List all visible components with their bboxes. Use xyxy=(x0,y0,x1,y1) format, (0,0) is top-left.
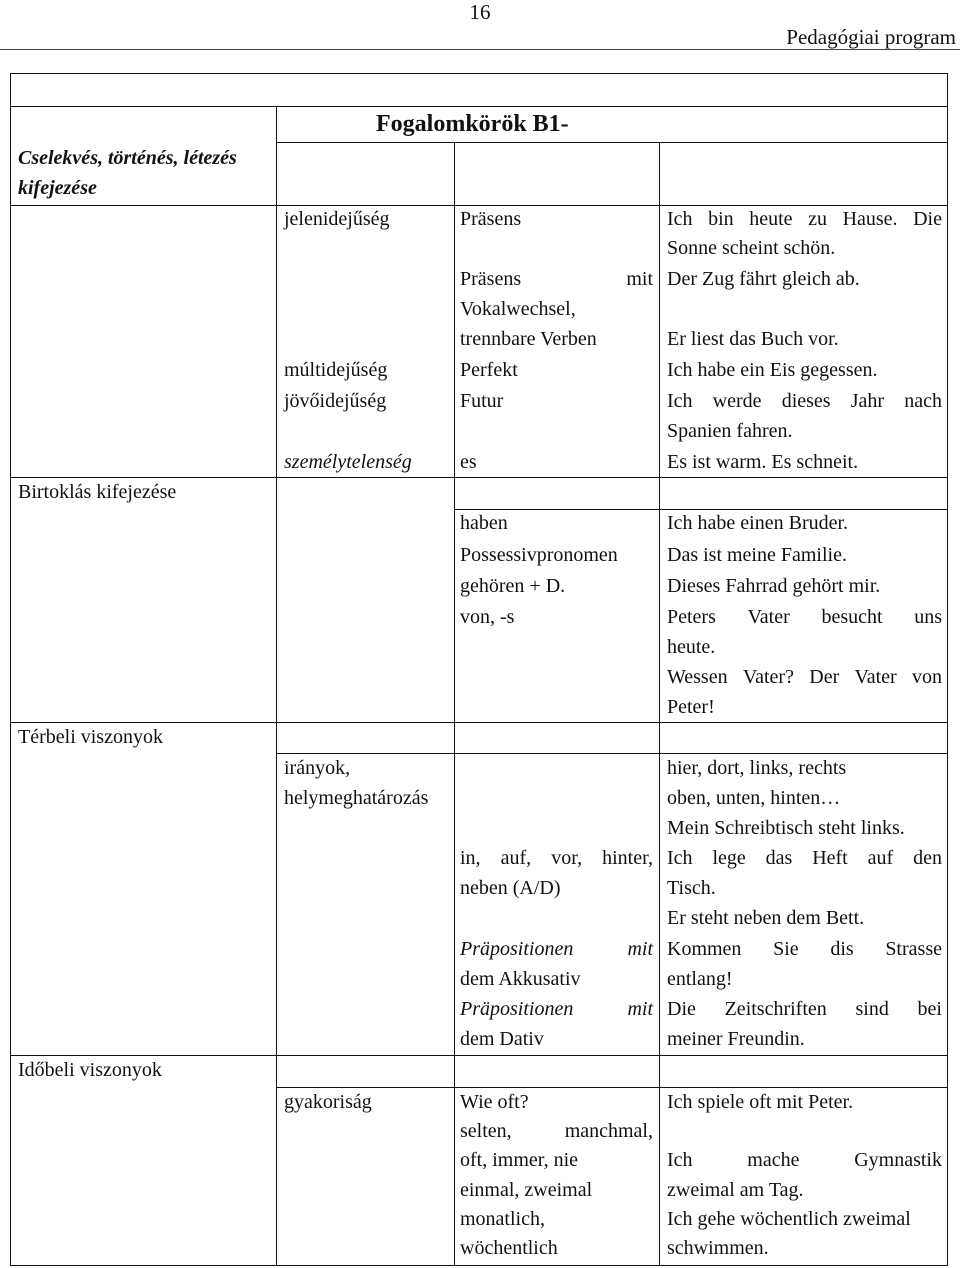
category-cselekves-cont: kifejezése xyxy=(18,177,97,199)
example-line: Peter! xyxy=(667,696,715,718)
example-line: Sonne scheint schön. xyxy=(667,237,836,259)
word: auf xyxy=(867,847,894,869)
example-line: meiner Freundin. xyxy=(667,1028,805,1050)
word: Jahr xyxy=(850,390,885,412)
form-line: neben (A/D) xyxy=(460,877,561,899)
word: sind xyxy=(855,998,889,1020)
form-possessivpronomen: Possessivpronomen xyxy=(460,544,618,566)
example-line xyxy=(667,843,942,873)
word: bei xyxy=(917,998,942,1020)
word: Heft xyxy=(812,847,848,869)
form-line: dem Dativ xyxy=(460,1028,544,1050)
page-header: Pedagógiai program xyxy=(786,25,956,49)
word: Der xyxy=(809,666,840,688)
table-title: Fogalomkörök B1- xyxy=(376,111,569,137)
word: hinter, xyxy=(602,847,653,869)
example-line: Er steht neben dem Bett. xyxy=(667,907,865,929)
row-divider xyxy=(10,106,948,107)
header-rule xyxy=(0,49,960,50)
word: Gymnastik xyxy=(854,1149,942,1171)
page-number: 16 xyxy=(469,0,491,24)
row-divider xyxy=(276,142,948,143)
word: Ich xyxy=(667,1149,693,1171)
example-line xyxy=(667,386,942,416)
form-perfekt: Perfekt xyxy=(460,359,518,381)
form-futur: Futur xyxy=(460,390,504,412)
word: das xyxy=(765,847,793,869)
example-line: Ich habe einen Bruder. xyxy=(667,512,849,534)
example-line: Das ist meine Familie. xyxy=(667,544,847,566)
example-line: Ich gehe wöchentlich zweimal xyxy=(667,1208,911,1230)
form-gehoren: gehören + D. xyxy=(460,575,566,597)
form-line: wöchentlich xyxy=(460,1237,558,1259)
concept-multidejuseg: múltidejűség xyxy=(284,359,388,381)
word: besucht xyxy=(821,606,883,628)
word: Präpositionen xyxy=(460,998,574,1020)
example-line: heute. xyxy=(667,636,716,658)
form-haben: haben xyxy=(460,512,508,534)
word: dieses xyxy=(781,390,831,412)
form-line: Vokalwechsel, xyxy=(460,298,576,320)
example-line: Dieses Fahrrad gehört mir. xyxy=(667,575,881,597)
category-birtoklas: Birtoklás kifejezése xyxy=(18,481,177,503)
word: den xyxy=(913,847,942,869)
form-line xyxy=(460,1116,653,1146)
concept-iranyok: irányok, xyxy=(284,757,351,779)
word: mit xyxy=(627,998,653,1020)
example-line xyxy=(667,994,942,1024)
form-prasens: Präsens xyxy=(460,208,522,230)
word: Präsens xyxy=(460,268,522,290)
example-line: oben, unten, hinten… xyxy=(667,787,841,809)
form-line xyxy=(460,264,653,294)
form-line: trennbare Verben xyxy=(460,328,597,350)
word: Hause. xyxy=(842,208,898,230)
example-line xyxy=(667,662,942,692)
column-divider xyxy=(454,142,455,1266)
form-line: einmal, zweimal xyxy=(460,1179,593,1201)
word: Peters xyxy=(667,606,716,628)
form-line xyxy=(460,994,653,1024)
word: Kommen xyxy=(667,938,742,960)
example-line xyxy=(667,602,942,632)
example-line xyxy=(667,934,942,964)
form-line xyxy=(460,843,653,873)
form-line: monatlich, xyxy=(460,1208,545,1230)
word: Ich xyxy=(667,208,693,230)
word: auf, xyxy=(500,847,532,869)
concept-jelenidejuseg: jelenidejűség xyxy=(284,208,390,230)
form-line: oft, immer, nie xyxy=(460,1149,579,1171)
example-line: Er liest das Buch vor. xyxy=(667,328,839,350)
example-line: Tisch. xyxy=(667,877,716,899)
concept-gyakorisag: gyakoriság xyxy=(284,1091,372,1113)
word: Ich xyxy=(667,847,693,869)
word: Sie xyxy=(773,938,799,960)
word: uns xyxy=(914,606,942,628)
example-line: Mein Schreibtisch steht links. xyxy=(667,817,905,839)
word: Präpositionen xyxy=(460,938,574,960)
example-line: schwimmen. xyxy=(667,1237,769,1259)
form-line xyxy=(460,934,653,964)
word: Wessen xyxy=(667,666,728,688)
word: mache xyxy=(747,1149,800,1171)
word: Die xyxy=(913,208,942,230)
concept-szemelytelenseg: személytelenség xyxy=(284,451,412,473)
word: Vater xyxy=(747,606,790,628)
word: selten, xyxy=(460,1120,512,1142)
word: Ich xyxy=(667,390,693,412)
word: Zeitschriften xyxy=(724,998,827,1020)
category-cselekves: Cselekvés, történés, létezés xyxy=(18,147,237,169)
example-line: Spanien fahren. xyxy=(667,420,793,442)
example-line: Ich spiele oft mit Peter. xyxy=(667,1091,854,1113)
word: heute xyxy=(749,208,793,230)
example-line xyxy=(667,204,942,234)
word: lege xyxy=(712,847,746,869)
form-es: es xyxy=(460,451,477,473)
row-divider xyxy=(276,753,948,754)
column-divider xyxy=(276,106,277,1266)
word: Vater xyxy=(854,666,897,688)
word: vor, xyxy=(551,847,583,869)
example-line: zweimal am Tag. xyxy=(667,1179,804,1201)
word: Strasse xyxy=(885,938,942,960)
form-line: Wie oft? xyxy=(460,1091,529,1113)
word: mit xyxy=(626,268,653,290)
example-line: hier, dort, links, rechts xyxy=(667,757,847,779)
form-von: von, -s xyxy=(460,606,515,628)
concept-helymeghatarozas: helymeghatározás xyxy=(284,787,429,809)
word: manchmal, xyxy=(564,1120,653,1142)
category-terbeli: Térbeli viszonyok xyxy=(18,726,163,748)
example-line: Es ist warm. Es schneit. xyxy=(667,451,859,473)
word: dis xyxy=(830,938,854,960)
word: zu xyxy=(808,208,827,230)
example-line: entlang! xyxy=(667,968,733,990)
example-line: Ich habe ein Eis gegessen. xyxy=(667,359,878,381)
word: Die xyxy=(667,998,696,1020)
example-line xyxy=(667,1145,942,1175)
category-idobeli: Időbeli viszonyok xyxy=(18,1059,162,1081)
example-line: Der Zug fährt gleich ab. xyxy=(667,268,860,290)
word: in, xyxy=(460,847,481,869)
concept-jovoidejuseg: jövőidejűség xyxy=(284,390,387,412)
column-divider xyxy=(659,142,660,1266)
word: nach xyxy=(904,390,942,412)
word: bin xyxy=(708,208,734,230)
form-line: dem Akkusativ xyxy=(460,968,581,990)
word: von xyxy=(912,666,942,688)
word: werde xyxy=(712,390,762,412)
word: Vater? xyxy=(742,666,794,688)
word: mit xyxy=(627,938,653,960)
